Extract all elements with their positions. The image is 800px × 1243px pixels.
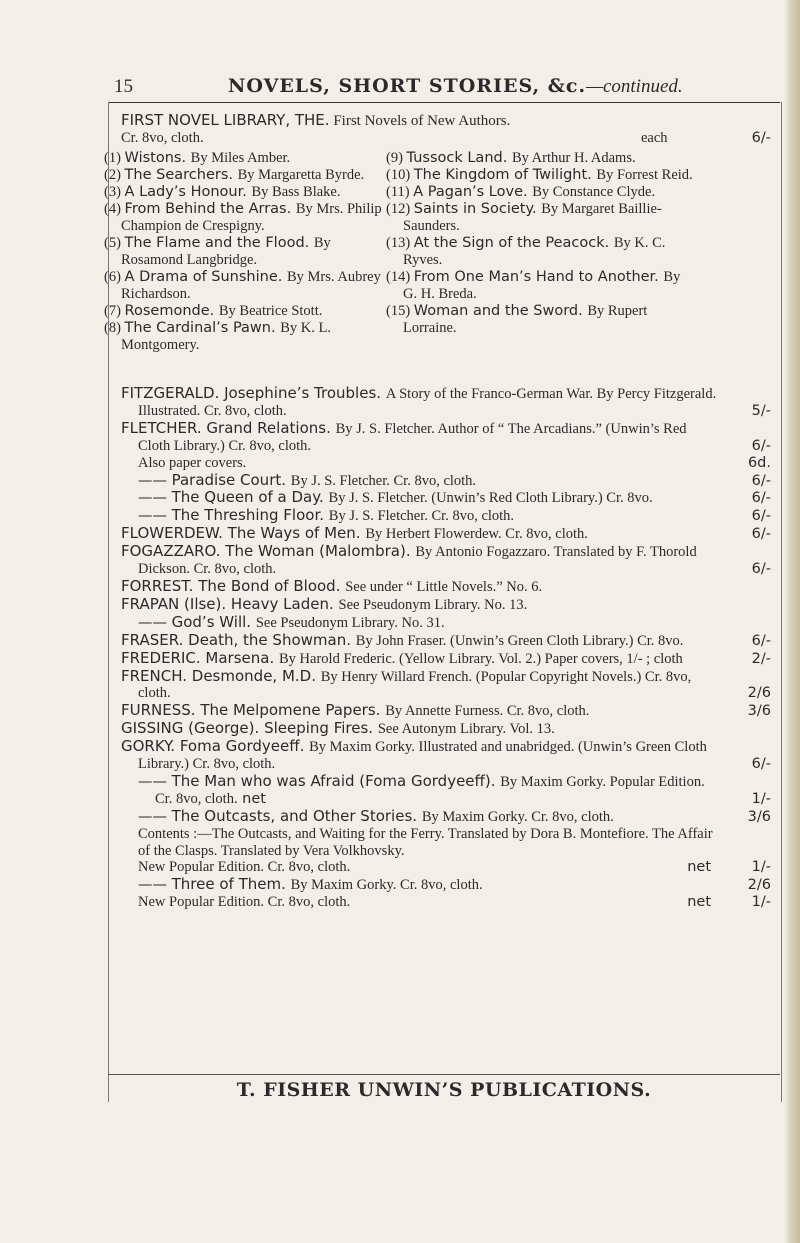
list-item xyxy=(104,269,389,303)
list-item xyxy=(104,150,389,167)
entry-author: GORKY. xyxy=(121,737,180,756)
item-title: From One Man’s Hand to Another. xyxy=(413,269,664,285)
item-title: Woman and the Sword. xyxy=(413,303,588,319)
catalogue-entry xyxy=(121,876,771,894)
first-novel-price: 6/- xyxy=(751,130,771,146)
item-author: By Beatrice Stott. xyxy=(218,303,323,319)
item-author: By K. L. Montgomery. xyxy=(121,320,331,353)
list-item xyxy=(104,201,389,235)
item-author: By Mrs. Philip Champion de Crespigny. xyxy=(121,201,382,234)
entry-price: 6/- xyxy=(751,472,771,489)
entry-price: 6/- xyxy=(751,508,771,525)
entry-text: By J. S. Fletcher. (Unwin’s Red Cloth Library.) Cr. 8vo. xyxy=(328,490,653,507)
entry-title: The Threshing Floor. xyxy=(171,506,329,525)
item-title: From Behind the Arras. xyxy=(124,201,296,217)
entry-text: By J. S. Fletcher. Cr. 8vo, cloth. xyxy=(290,472,477,489)
list-item xyxy=(104,167,389,184)
entry-author: FURNESS. xyxy=(121,701,201,720)
list-item xyxy=(386,303,693,337)
page-number: 15 xyxy=(114,76,133,97)
entry-title: Josephine’s Troubles. xyxy=(224,384,386,402)
entry-price: 6/- xyxy=(751,561,771,578)
net-label: net xyxy=(237,790,266,807)
first-novel-heading-rest: First Novels of New Authors. xyxy=(333,113,511,129)
catalogue-entry xyxy=(121,472,771,490)
entry-text: By Maxim Gorky. Illustrated and unabridged. (Unwin’s Green Cloth Library.) Cr. 8vo, cloth. xyxy=(138,739,707,773)
entry-title: The Woman (Malombra). xyxy=(225,542,416,561)
item-number: (4) xyxy=(104,201,125,217)
item-title: A Drama of Sunshine. xyxy=(124,269,287,285)
entry-author: FRENCH. xyxy=(121,666,192,685)
entry-title: The Bond of Blood. xyxy=(198,576,346,595)
entry-author: FOGAZZARO. xyxy=(121,542,226,561)
item-number: (8) xyxy=(104,320,125,336)
first-novel-library xyxy=(104,111,771,353)
entry-title: Foma Gordyeeff. xyxy=(179,737,310,756)
entry-text: By Maxim Gorky. Cr. 8vo, cloth. xyxy=(421,808,614,825)
catalogue-entry xyxy=(121,720,771,738)
entry-title: The Queen of a Day. xyxy=(171,488,329,507)
entry-author: FLETCHER. xyxy=(121,418,207,437)
edition-price: 1/- xyxy=(751,894,771,911)
entry-text: See under “ Little Novels.” No. 6. xyxy=(345,578,543,595)
first-novel-heading: FIRST NOVEL LIBRARY, THE. xyxy=(121,111,330,129)
entry-title: Marsena. xyxy=(205,648,280,667)
list-item xyxy=(386,150,693,167)
entry-edition xyxy=(121,859,771,876)
entry-text: By Annette Furness. Cr. 8vo, cloth. xyxy=(385,703,590,720)
item-author: By K. C. Ryves. xyxy=(403,235,666,268)
item-title: The Searchers. xyxy=(124,167,238,183)
entry-title: Paradise Court. xyxy=(171,470,291,489)
first-novel-format: Cr. 8vo, cloth. xyxy=(121,130,204,146)
entry-note-text: Also paper covers. xyxy=(138,454,247,471)
list-item xyxy=(386,269,693,303)
edition-text: New Popular Edition. Cr. 8vo, cloth. xyxy=(138,859,351,876)
catalogue-entry xyxy=(121,808,771,826)
catalogue-entry xyxy=(121,738,771,773)
entry-price: 2/- xyxy=(751,650,771,667)
list-item xyxy=(104,303,389,320)
item-author: By Forrest Reid. xyxy=(596,167,693,183)
dash-rule: —— xyxy=(138,508,172,525)
list-item xyxy=(104,320,389,354)
edition-price: 1/- xyxy=(751,859,771,876)
catalogue-entry xyxy=(121,507,771,525)
dash-rule: —— xyxy=(138,773,172,790)
entry-text: By Maxim Gorky. Cr. 8vo, cloth. xyxy=(290,877,483,894)
list-item xyxy=(386,235,693,269)
entry-note-price: 6d. xyxy=(747,454,771,471)
entry-title: Desmonde, M.D. xyxy=(191,666,321,685)
entry-price: 1/- xyxy=(751,790,771,807)
catalogue-entry xyxy=(121,614,771,632)
entry-title: The Melpomene Papers. xyxy=(200,701,386,720)
entry-title: Sleeping Fires. xyxy=(264,719,378,738)
entry-text: By Maxim Gorky. Popular Edition. Cr. 8vo, cloth. xyxy=(155,773,705,807)
catalogue-entry xyxy=(121,632,771,650)
entry-note xyxy=(121,826,771,860)
dash-rule: —— xyxy=(138,490,172,507)
dash-rule: —— xyxy=(138,472,172,489)
list-item xyxy=(104,235,389,269)
entry-price: 2/6 xyxy=(747,685,771,702)
catalogue-entry xyxy=(121,702,771,720)
dash-rule: —— xyxy=(138,877,172,894)
catalogue-entry xyxy=(121,596,771,614)
entry-price: 3/6 xyxy=(747,703,771,720)
item-number: (11) xyxy=(386,184,414,200)
first-novel-each: each xyxy=(641,130,668,146)
running-title: NOVELS, SHORT STORIES, &c.—continued. xyxy=(228,75,683,97)
running-header xyxy=(108,68,780,103)
entry-title: God’s Will. xyxy=(171,612,256,631)
item-author: By Bass Blake. xyxy=(251,184,341,200)
item-number: (7) xyxy=(104,303,125,319)
entry-title: The Outcasts, and Other Stories. xyxy=(171,806,422,825)
net-label: net xyxy=(687,859,711,876)
entry-title: The Man who was Afraid (Foma Gordyeeff). xyxy=(171,771,501,790)
entry-author: FRASER. xyxy=(121,630,189,649)
item-author: By G. H. Breda. xyxy=(403,269,681,302)
entry-author: FRAPAN (Ilse). xyxy=(121,594,231,613)
entry-price: 6/- xyxy=(751,756,771,773)
entry-author: FITZGERALD. xyxy=(121,384,225,402)
item-author: By Rupert Lorraine. xyxy=(403,303,648,336)
entry-text: By J. S. Fletcher. Cr. 8vo, cloth. xyxy=(328,508,515,525)
entry-author: FREDERIC. xyxy=(121,648,206,667)
entry-price: 2/6 xyxy=(747,877,771,894)
entry-author: FORREST. xyxy=(121,576,199,595)
catalogue-entry xyxy=(121,420,771,455)
catalogue-entry xyxy=(121,489,771,507)
entry-text: By John Fraser. (Unwin’s Green Cloth Library.) Cr. 8vo. xyxy=(355,632,684,649)
footer: T. FISHER UNWIN’S PUBLICATIONS. xyxy=(108,1074,780,1101)
item-title: Saints in Society. xyxy=(413,201,542,217)
dash-rule: —— xyxy=(138,614,172,631)
item-author: By Rosamond Langbridge. xyxy=(121,235,331,268)
entry-price: 3/6 xyxy=(747,808,771,825)
item-author: By Margaretta Byrde. xyxy=(237,167,365,183)
entry-price: 6/- xyxy=(751,526,771,543)
item-number: (15) xyxy=(386,303,414,319)
catalogue-entry xyxy=(121,385,771,420)
item-number: (12) xyxy=(386,201,414,217)
item-title: The Flame and the Flood. xyxy=(124,235,314,251)
item-number: (13) xyxy=(386,235,414,251)
item-title: A Lady’s Honour. xyxy=(124,184,252,200)
item-title: The Kingdom of Twilight. xyxy=(413,167,597,183)
entry-author: GISSING (George). xyxy=(121,719,265,738)
edition-text: New Popular Edition. Cr. 8vo, cloth. xyxy=(138,894,351,911)
entry-title: Three of Them. xyxy=(171,875,291,894)
item-title: Rosemonde. xyxy=(124,303,219,319)
catalogue-entry xyxy=(121,578,771,596)
item-author: By Arthur H. Adams. xyxy=(511,150,636,166)
entry-price: 6/- xyxy=(751,632,771,649)
entry-title: Grand Relations. xyxy=(206,418,336,437)
entry-text: See Pseudonym Library. No. 31. xyxy=(255,614,445,631)
item-title: Tussock Land. xyxy=(406,150,512,166)
entry-text: A Story of the Franco-German War. By Percy Fitzgerald. Illustrated. Cr. 8vo, cloth. xyxy=(138,386,717,419)
catalogue-entry xyxy=(121,668,771,703)
entry-title: Death, the Showman. xyxy=(188,630,356,649)
entry-text: By Henry Willard French. (Popular Copyright Novels.) Cr. 8vo, cloth. xyxy=(138,668,692,702)
entry-author: FLOWERDEW. xyxy=(121,524,228,543)
catalogue-entry xyxy=(121,773,771,808)
entry-edition xyxy=(121,894,771,911)
page-edge xyxy=(784,0,800,1243)
item-author: By Margaret Baillie-Saunders. xyxy=(403,201,662,234)
list-item xyxy=(386,167,693,184)
entry-text: By J. S. Fletcher. Author of “ The Arcadians.” (Unwin’s Red Cloth Library.) Cr. 8vo, cloth. xyxy=(138,420,687,454)
entry-note-text: Contents :—The Outcasts, and Waiting for the Ferry. Translated by Dora B. Montefiore. The Affair of the Clasps. Translated by Vera Volkhovsky. xyxy=(138,825,713,859)
entry-text: See Autonym Library. Vol. 13. xyxy=(377,721,555,738)
dash-rule: —— xyxy=(138,808,172,825)
item-number: (9) xyxy=(386,150,407,166)
item-number: (14) xyxy=(386,269,414,285)
entry-text: By Herbert Flowerdew. Cr. 8vo, cloth. xyxy=(365,526,588,543)
item-author: By Mrs. Aubrey Richardson. xyxy=(121,269,381,302)
entry-text: See Pseudonym Library. No. 13. xyxy=(338,596,528,613)
entry-title: The Ways of Men. xyxy=(227,524,366,543)
first-novel-right-column xyxy=(386,150,693,337)
entry-text: By Harold Frederic. (Yellow Library. Vol. 2.) Paper covers, 1/- ; cloth xyxy=(279,650,683,667)
item-number: (5) xyxy=(104,235,125,251)
item-author: By Miles Amber. xyxy=(190,150,291,166)
item-number: (6) xyxy=(104,269,125,285)
list-item xyxy=(104,184,389,201)
catalogue-page xyxy=(104,68,780,1104)
catalogue-entry xyxy=(121,525,771,543)
net-label: net xyxy=(687,894,711,911)
item-number: (1) xyxy=(104,150,125,166)
catalogue-entry xyxy=(121,543,771,578)
entry-price: 6/- xyxy=(751,490,771,507)
list-item xyxy=(386,184,693,201)
entry-price: 6/- xyxy=(751,437,771,454)
item-title: The Cardinal’s Pawn. xyxy=(124,320,281,336)
item-title: At the Sign of the Peacock. xyxy=(413,235,614,251)
entry-text: By Antonio Fogazzaro. Translated by F. Thorold Dickson. Cr. 8vo, cloth. xyxy=(138,544,697,578)
item-number: (2) xyxy=(104,167,125,183)
item-author: By Constance Clyde. xyxy=(532,184,656,200)
item-title: A Pagan’s Love. xyxy=(413,184,533,200)
entries-list xyxy=(121,385,771,911)
item-number: (10) xyxy=(386,167,414,183)
item-number: (3) xyxy=(104,184,125,200)
list-item xyxy=(386,201,693,235)
entry-note xyxy=(121,455,771,472)
entry-title: Heavy Laden. xyxy=(230,594,339,613)
first-novel-left-column xyxy=(104,150,389,354)
entry-price: 5/- xyxy=(751,402,771,419)
catalogue-entry xyxy=(121,650,771,668)
item-title: Wistons. xyxy=(124,150,191,166)
